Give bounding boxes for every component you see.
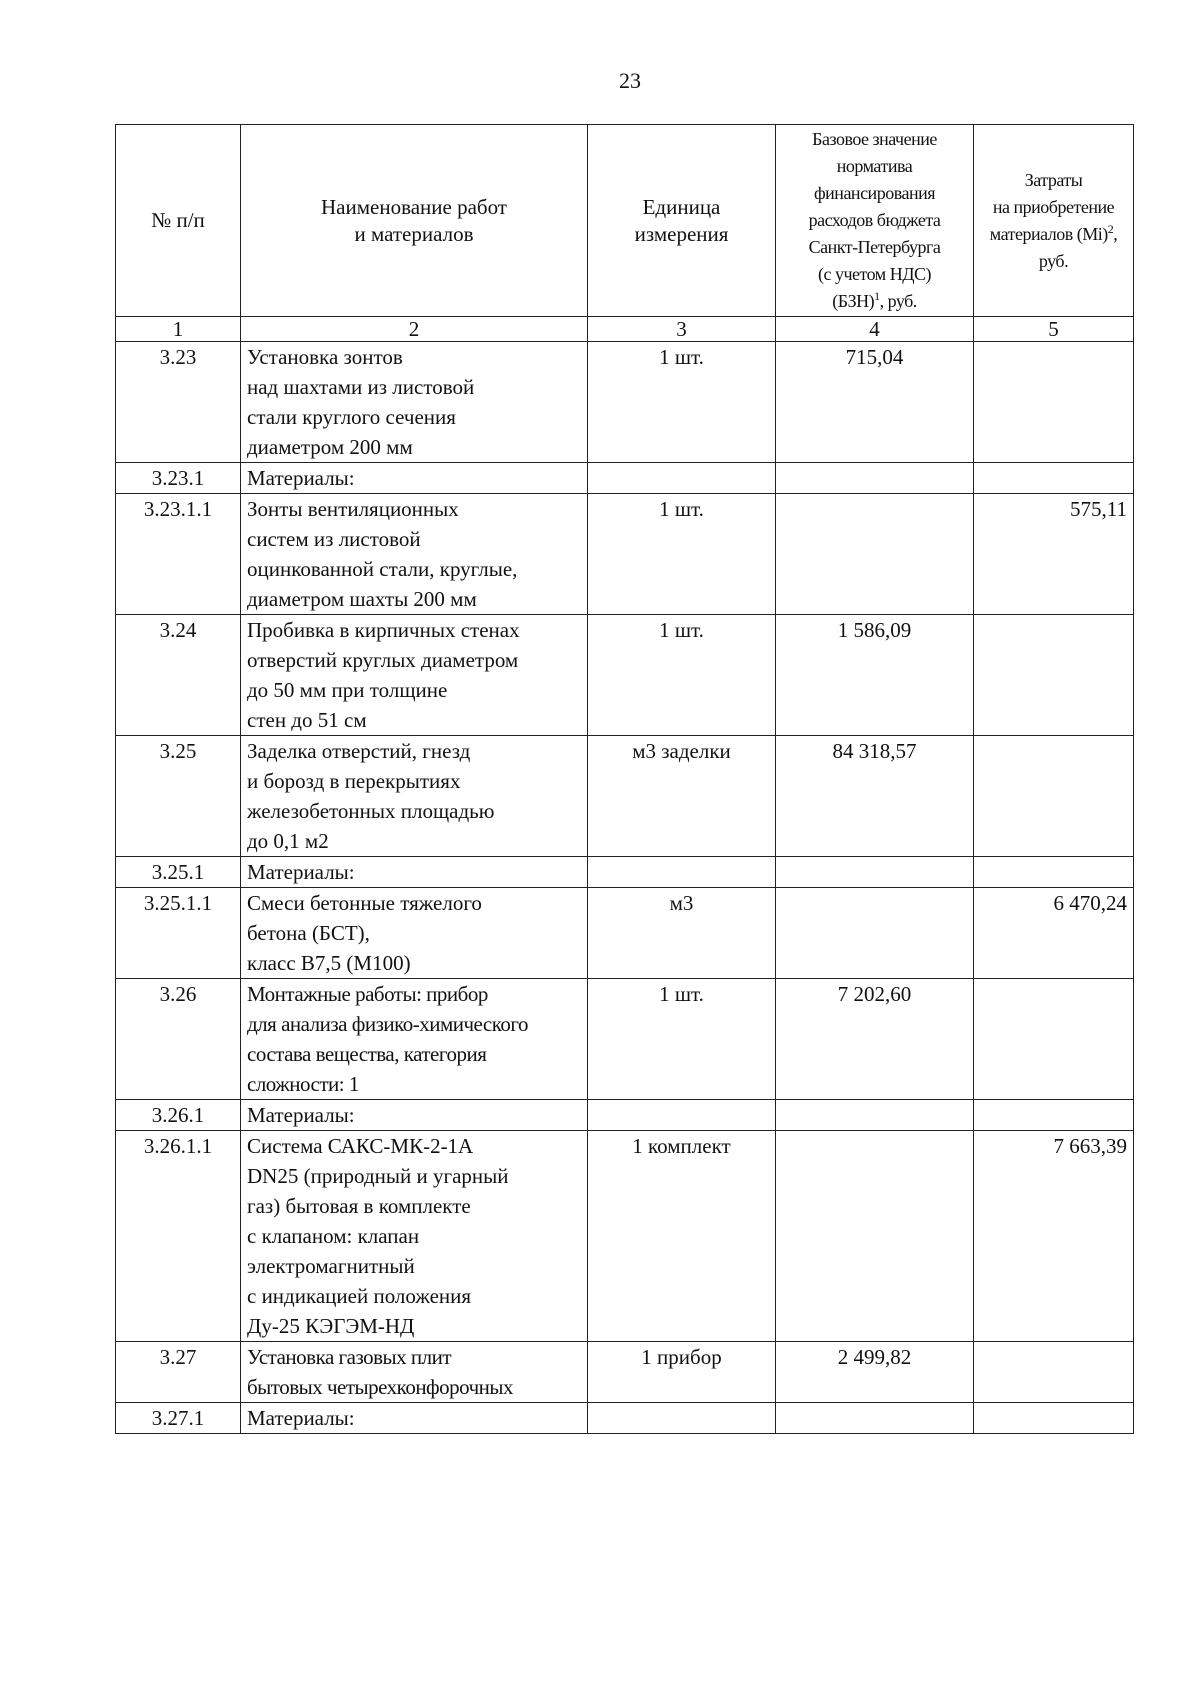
row-name: Материалы: — [241, 463, 588, 494]
row-name: Пробивка в кирпичных стенах отверстий круглых диаметром до 50 мм при толщине стен до 51 см — [241, 615, 588, 736]
row-name: Установка газовых плит бытовых четырехконфорочных — [241, 1342, 588, 1403]
table-row — [116, 1131, 1134, 1342]
table-row — [116, 615, 1134, 736]
row-material-cost: 7 663,39 — [974, 1131, 1134, 1342]
row-base-value: 715,04 — [776, 342, 974, 463]
column-number: 2 — [241, 317, 588, 342]
row-number: 3.26.1 — [116, 1100, 241, 1131]
row-base-value: 7 202,60 — [776, 979, 974, 1100]
row-name: Зонты вентиляционных систем из листовой оцинкованной стали, круглые, диаметром шахты 200 мм — [241, 494, 588, 615]
row-name: Материалы: — [241, 1403, 588, 1434]
row-name: Смеси бетонные тяжелого бетона (БСТ), класс В7,5 (М100) — [241, 888, 588, 979]
table-row — [116, 736, 1134, 857]
row-unit: м3 заделки — [588, 736, 776, 857]
header-col-material-costs: Затраты на приобретение материалов $(Mi)^2$, руб. — [974, 125, 1134, 317]
row-material-cost: 575,11 — [974, 494, 1134, 615]
row-unit — [588, 463, 776, 494]
table-row — [116, 857, 1134, 888]
row-number: 3.27.1 — [116, 1403, 241, 1434]
row-material-cost — [974, 979, 1134, 1100]
page-number: 23 — [619, 68, 641, 93]
row-number: 3.23.1 — [116, 463, 241, 494]
table-row — [116, 888, 1134, 979]
row-number: 3.25.1.1 — [116, 888, 241, 979]
row-unit: 1 шт. — [588, 979, 776, 1100]
column-number: 1 — [116, 317, 241, 342]
row-unit: 1 шт. — [588, 494, 776, 615]
table-row — [116, 463, 1134, 494]
row-material-cost — [974, 736, 1134, 857]
header-col-base-value: Базовое значение норматива финансирования расходов бюджета Санкт-Петербурга (с учетом НДС) (БЗН)$^1$, руб. — [776, 125, 974, 317]
header-col-unit: Единица измерения — [588, 125, 776, 317]
row-number: 3.26 — [116, 979, 241, 1100]
header-col-number: № п/п — [116, 125, 241, 317]
row-material-cost: 6 470,24 — [974, 888, 1134, 979]
row-unit: м3 — [588, 888, 776, 979]
row-name: Материалы: — [241, 857, 588, 888]
row-material-cost — [974, 857, 1134, 888]
column-number: 4 — [776, 317, 974, 342]
row-name: Установка зонтов над шахтами из листовой стали круглого сечения диаметром 200 мм — [241, 342, 588, 463]
table-row — [116, 342, 1134, 463]
row-unit — [588, 1100, 776, 1131]
row-material-cost — [974, 463, 1134, 494]
row-number: 3.23.1.1 — [116, 494, 241, 615]
table-row — [116, 1403, 1134, 1434]
row-base-value — [776, 857, 974, 888]
row-number: 3.24 — [116, 615, 241, 736]
row-name: Материалы: — [241, 1100, 588, 1131]
row-unit — [588, 1403, 776, 1434]
row-base-value — [776, 463, 974, 494]
row-material-cost — [974, 1403, 1134, 1434]
table-header-row — [116, 125, 1134, 317]
row-name: Заделка отверстий, гнезд и борозд в перекрытиях железобетонных площадью до 0,1 м2 — [241, 736, 588, 857]
table-row — [116, 979, 1134, 1100]
row-base-value — [776, 888, 974, 979]
column-number: 5 — [974, 317, 1134, 342]
row-unit: 1 шт. — [588, 615, 776, 736]
norms-table — [115, 124, 1134, 1434]
row-material-cost — [974, 342, 1134, 463]
row-base-value — [776, 1100, 974, 1131]
header-col-name: Наименование работ и материалов — [241, 125, 588, 317]
table-row — [116, 1342, 1134, 1403]
row-number: 3.27 — [116, 1342, 241, 1403]
row-number: 3.25.1 — [116, 857, 241, 888]
row-material-cost — [974, 615, 1134, 736]
row-name: Система САКС-МК-2-1А DN25 (природный и угарный газ) бытовая в комплекте с клапаном: клапан электромагнитный с индикацией положения Ду-25 КЭГЭМ-НД — [241, 1131, 588, 1342]
table-row — [116, 1100, 1134, 1131]
row-number: 3.23 — [116, 342, 241, 463]
row-base-value — [776, 494, 974, 615]
row-base-value: 1 586,09 — [776, 615, 974, 736]
row-base-value — [776, 1403, 974, 1434]
row-base-value: 2 499,82 — [776, 1342, 974, 1403]
row-material-cost — [974, 1342, 1134, 1403]
table-row — [116, 494, 1134, 615]
row-unit: 1 шт. — [588, 342, 776, 463]
row-base-value — [776, 1131, 974, 1342]
row-unit: 1 прибор — [588, 1342, 776, 1403]
row-unit — [588, 857, 776, 888]
column-number: 3 — [588, 317, 776, 342]
row-base-value: 84 318,57 — [776, 736, 974, 857]
row-name: Монтажные работы: прибор для анализа физико-химического состава вещества, категория сложности: 1 — [241, 979, 588, 1100]
row-number: 3.26.1.1 — [116, 1131, 241, 1342]
row-unit: 1 комплект — [588, 1131, 776, 1342]
row-material-cost — [974, 1100, 1134, 1131]
row-number: 3.25 — [116, 736, 241, 857]
column-numbers-row — [116, 317, 1134, 342]
